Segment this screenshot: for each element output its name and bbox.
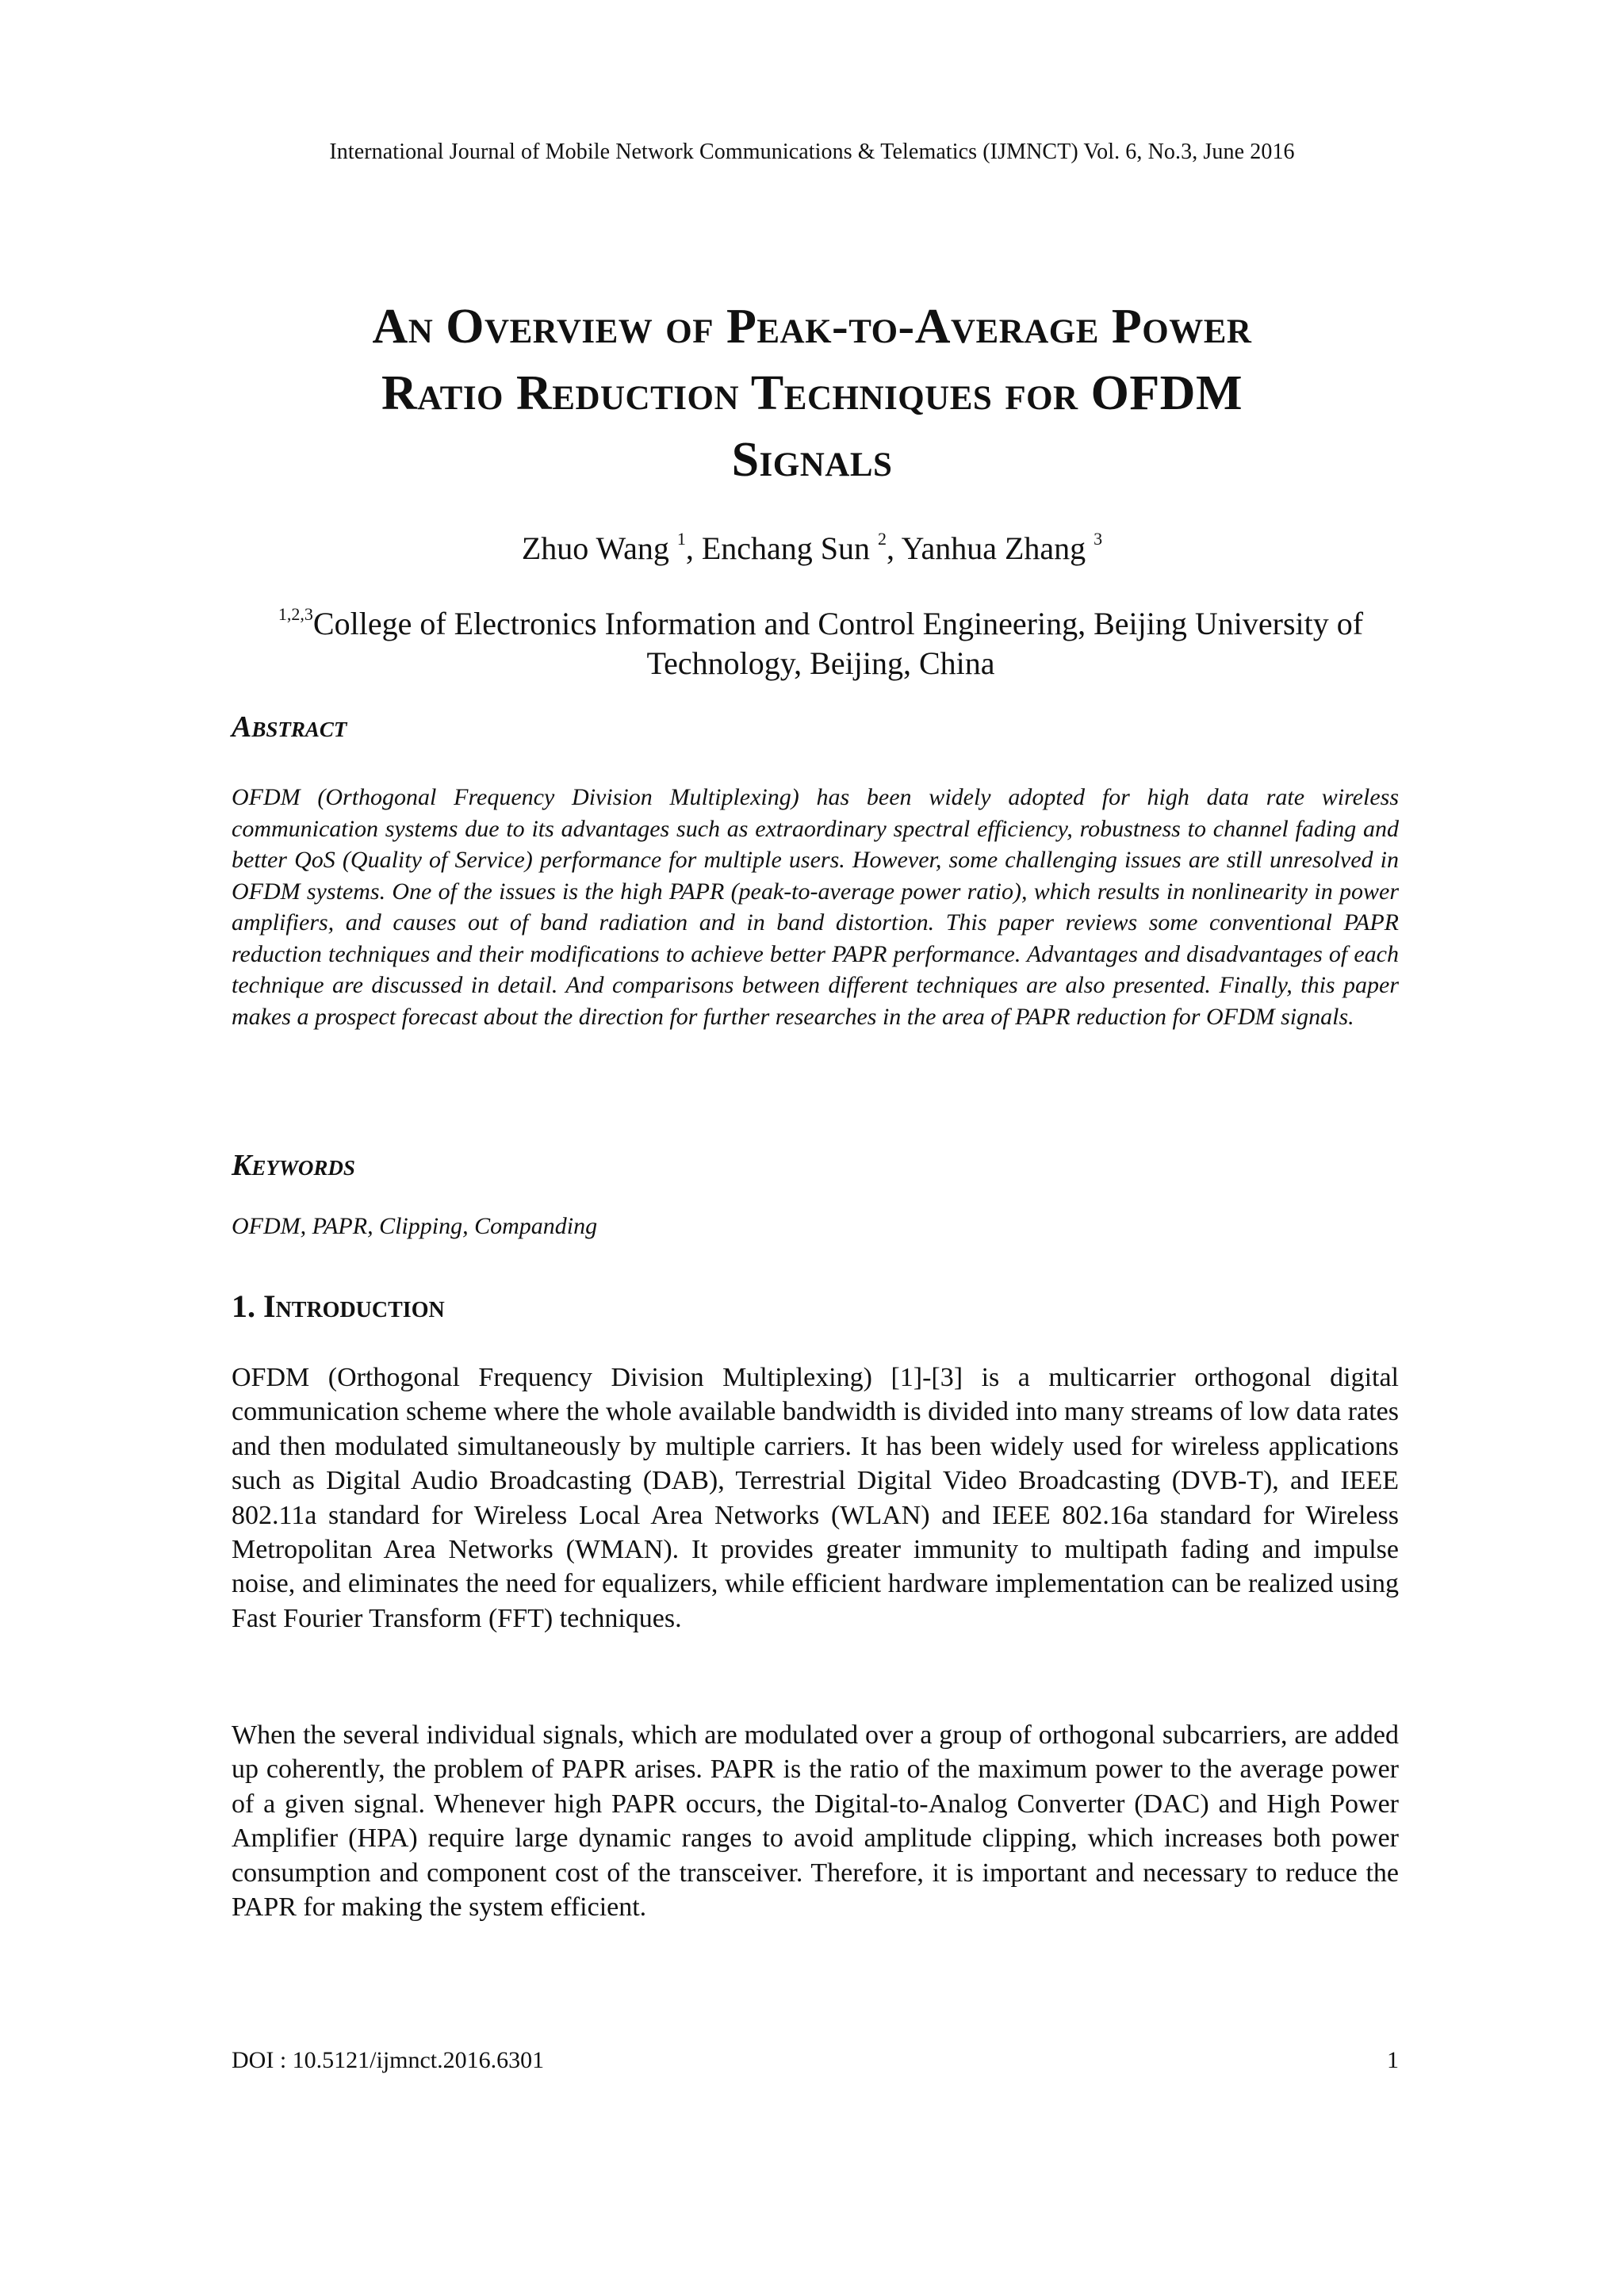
author-separator: ,	[685, 530, 702, 566]
doi-footer: DOI : 10.5121/ijmnct.2016.6301	[232, 2047, 545, 2073]
introduction-paragraph-1: OFDM (Orthogonal Frequency Division Multiplexing) [1]-[3] is a multicarrier orthogonal digital communication scheme where the whole available bandwidth is divided into many streams of low data rates and then modulated simultaneously by multiple carriers. It has been widely used for wireless applications such as Digital Audio Broadcasting (DAB), Terrestrial Digital Video Broadcasting (DVB-T), and IEEE 802.11a standard for Wireless Local Area Networks (WLAN) and IEEE 802.16a standard for Wireless Metropolitan Area Networks (WMAN). It provides greater immunity to multipath fading and impulse noise, and eliminates the need for equalizers, while efficient hardware implementation can be realized using Fast Fourier Transform (FFT) techniques.	[232, 1363, 1399, 1633]
title-line-2: Ratio Reduction Techniques for OFDM	[381, 366, 1243, 420]
author-list	[0, 530, 1624, 567]
abstract-heading: Abstract	[232, 710, 347, 744]
affiliation-text: College of Electronics Information and Control Engineering, Beijing University of Technology, Beijing, China	[312, 606, 1364, 681]
author-separator: ,	[887, 530, 902, 566]
keywords-heading: Keywords	[232, 1149, 355, 1182]
affiliation-marker: 1,2,3	[278, 604, 313, 624]
author-affiliation	[238, 604, 1404, 683]
keywords-list: OFDM, PAPR, Clipping, Companding	[232, 1213, 598, 1239]
author-name: Enchang Sun	[701, 530, 871, 566]
paper-title	[206, 293, 1418, 493]
author-affiliation-marker: 2	[878, 529, 887, 549]
abstract-body: OFDM (Orthogonal Frequency Division Multiplexing) has been widely adopted for high data rate wireless communication systems due to its advantages such as extraordinary spectral efficiency, robustness to channel fading and better QoS (Quality of Service) performance for multiple users. However, some challenging issues are still unresolved in OFDM systems. One of the issues is the high PAPR (peak-to-average power ratio), which results in nonlinearity in power amplifiers, and causes out of band radiation and in band distortion. This paper reviews some conventional PAPR reduction techniques and their modifications to achieve better PAPR performance. Advantages and disadvantages of each technique are discussed in detail. And comparisons between different techniques are also presented. Finally, this paper makes a prospect forecast about the direction for further researches in the area of PAPR reduction for OFDM signals.	[232, 784, 1399, 1030]
page-number: 1	[1387, 2047, 1399, 2073]
title-line-1: An Overview of Peak-to-Average Power	[372, 300, 1252, 354]
author-affiliation-marker: 3	[1094, 529, 1103, 549]
running-header: International Journal of Mobile Network Communications & Telematics (IJMNCT) Vol. 6, No.3, June 2016	[329, 140, 1295, 164]
introduction-paragraph-2: When the several individual signals, which are modulated over a group of orthogonal subcarriers, are added up coherently, the problem of PAPR arises. PAPR is the ratio of the maximum power to the average power of a given signal. Whenever high PAPR occurs, the Digital-to-Analog Converter (DAC) and High Power Amplifier (HPA) require large dynamic ranges to avoid amplitude clipping, which increases both power consumption and component cost of the transceiver. Therefore, it is important and necessary to reduce the PAPR for making the system efficient.	[232, 1720, 1399, 1923]
introduction-heading: 1. Introduction	[232, 1288, 445, 1324]
title-line-3: Signals	[731, 433, 893, 487]
author-name: Yanhua Zhang	[901, 530, 1086, 566]
author-name: Zhuo Wang	[521, 530, 669, 566]
author-affiliation-marker: 1	[676, 529, 686, 549]
